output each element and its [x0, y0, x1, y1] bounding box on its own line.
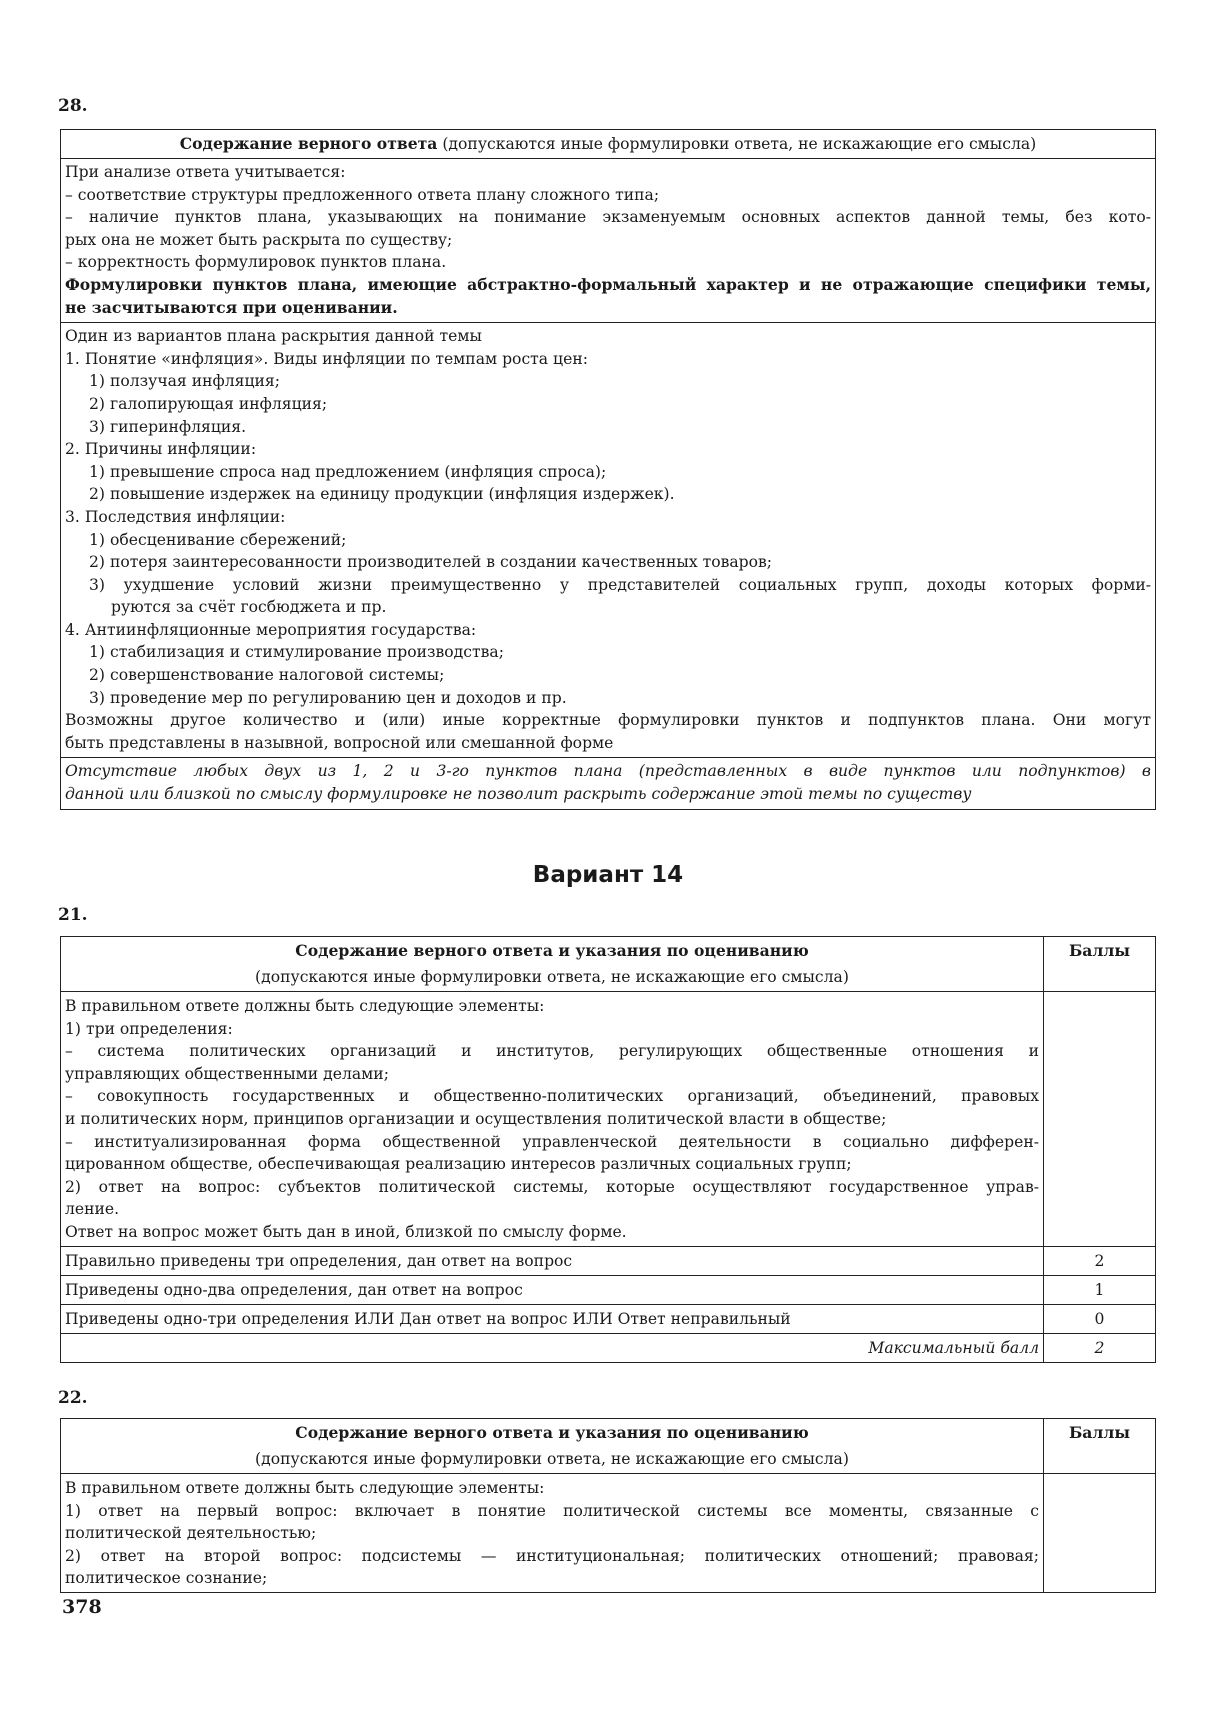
- content-line: управляющих общественными делами;: [65, 1064, 389, 1083]
- score-row-value: 1: [1044, 1275, 1156, 1304]
- plan-subitem: 3) гиперинфляция.: [89, 417, 247, 436]
- plan-item-title: 4. Антиинфляционные мероприятия государства:: [65, 620, 477, 639]
- content-header: [61, 937, 1044, 992]
- plan-item-title: 3. Последствия инфляции:: [65, 507, 286, 526]
- note-line: данной или близкой по смыслу формулировке не позволит раскрыть содержание этой темы по существу: [65, 785, 972, 804]
- note-section: [61, 757, 1155, 808]
- content-line: 1) три определения:: [65, 1019, 233, 1038]
- grading-table: [61, 1419, 1155, 1592]
- score-row-value: 2: [1044, 1246, 1156, 1275]
- page-number: 378: [62, 1596, 102, 1618]
- plan-subitem: 2) галопирующая инфляция;: [89, 394, 328, 413]
- plan-subitem: 2) потеря заинтересованности производителей в создании качественных товаров;: [89, 553, 773, 572]
- question-number-21: 21.: [58, 905, 88, 925]
- content-cell: [61, 1474, 1044, 1592]
- score-row-text: Правильно приведены три определения, дан ответ на вопрос: [61, 1246, 1044, 1275]
- header-line-2: (допускаются иные формулировки ответа, не искажающие его смысла): [255, 968, 849, 986]
- score-row-value: 0: [1044, 1304, 1156, 1333]
- content-cell: [61, 992, 1044, 1247]
- content-line: 2) ответ на второй вопрос: подсистемы — институциональная; политических отношений; правовая;: [65, 1546, 1039, 1565]
- content-score-cell: [1044, 1474, 1156, 1592]
- question-number-22: 22.: [58, 1388, 88, 1408]
- criteria-bold-line: Формулировки пунктов плана, имеющие абстрактно-формальный характер и не отражающие специфики темы,: [65, 274, 1151, 294]
- table-header-row: [61, 937, 1155, 992]
- note-line: Отсутствие любых двух из 1, 2 и 3-го пунктов плана (представленных в виде пунктов или подпунктов) в: [65, 762, 1151, 781]
- score-row: [61, 1304, 1155, 1333]
- plan-item-title: 1. Понятие «инфляция». Виды инфляции по темпам роста цен:: [65, 349, 588, 368]
- plan-item-title: 2. Причины инфляции:: [65, 440, 257, 459]
- criteria-line: рых она не может быть раскрыта по существу;: [65, 230, 453, 249]
- variant-heading: Вариант 14: [532, 862, 684, 888]
- content-line: В правильном ответе должны быть следующие элементы:: [65, 1479, 545, 1497]
- content-line: 1) ответ на первый вопрос: включает в понятие политической системы все моменты, связанные с: [65, 1501, 1039, 1520]
- plan-subitem: 3) проведение мер по регулированию цен и доходов и пр.: [89, 688, 567, 707]
- max-score-value: 2: [1044, 1333, 1156, 1362]
- plan-subitem: 3) ухудшение условий жизни преимущественно у представителей социальных групп, доходы которых форми-: [89, 575, 1151, 594]
- criteria-line: – наличие пунктов плана, указывающих на понимание экзаменуемым основных аспектов данной темы, без кото-: [65, 208, 1151, 227]
- header-line-1: Содержание верного ответа и указания по оцениванию: [295, 1423, 809, 1442]
- content-line: Ответ на вопрос может быть дан в иной, близкой по смыслу форме.: [65, 1222, 627, 1241]
- score-row-text: Приведены одно-два определения, дан ответ на вопрос: [61, 1275, 1044, 1304]
- answer-table-22: [60, 1418, 1156, 1593]
- plan-subitem: 1) ползучая инфляция;: [89, 372, 280, 391]
- table-header: [61, 130, 1155, 158]
- criteria-line: – корректность формулировок пунктов плана.: [65, 253, 447, 272]
- answer-table-28: [60, 129, 1156, 810]
- max-score-row: [61, 1333, 1155, 1362]
- closing-line: быть представлены в назывной, вопросной или смешанной форме: [65, 733, 614, 752]
- header-bold: Содержание верного ответа: [179, 134, 438, 153]
- criteria-bold-line: не засчитываются при оценивании.: [65, 297, 398, 317]
- content-line: политическое сознание;: [65, 1569, 268, 1588]
- grading-table: [61, 937, 1155, 1362]
- header-line-1: Содержание верного ответа и указания по оцениванию: [295, 941, 809, 960]
- answer-table-21: [60, 936, 1156, 1363]
- plan-subitem: 1) превышение спроса над предложением (инфляция спроса);: [89, 462, 607, 481]
- content-line: – система политических организаций и институтов, регулирующих общественные отношения и: [65, 1042, 1039, 1061]
- criteria-section: [61, 158, 1155, 322]
- content-row: [61, 1474, 1155, 1592]
- plan-subitem: 1) стабилизация и стимулирование производства;: [89, 643, 504, 662]
- content-score-cell: [1044, 992, 1156, 1247]
- score-header: Баллы: [1044, 1419, 1156, 1474]
- content-line: политической деятельностью;: [65, 1524, 317, 1543]
- plan-subitem: 1) обесценивание сбережений;: [89, 530, 347, 549]
- score-row: [61, 1275, 1155, 1304]
- table-header-row: [61, 1419, 1155, 1474]
- criteria-line: – соответствие структуры предложенного ответа плану сложного типа;: [65, 185, 660, 204]
- plan-intro: Один из вариантов плана раскрытия данной темы: [65, 327, 482, 346]
- content-line: ление.: [65, 1200, 120, 1219]
- content-line: В правильном ответе должны быть следующие элементы:: [65, 997, 545, 1015]
- plan-subitem: 2) повышение издержек на единицу продукции (инфляция издержек).: [89, 485, 675, 504]
- question-number-28: 28.: [58, 96, 88, 116]
- plan-subitem: 2) совершенствование налоговой системы;: [89, 666, 445, 685]
- content-header: [61, 1419, 1044, 1474]
- content-line: – совокупность государственных и общественно-политических организаций, объединений, правовых: [65, 1087, 1039, 1106]
- content-row: [61, 992, 1155, 1247]
- score-header: Баллы: [1044, 937, 1156, 992]
- closing-line: Возможны другое количество и (или) иные корректные формулировки пунктов и подпунктов плана. Они могут: [65, 711, 1151, 730]
- score-row-text: Приведены одно-три определения ИЛИ Дан ответ на вопрос ИЛИ Ответ неправильный: [61, 1304, 1044, 1333]
- max-score-label: Максимальный балл: [61, 1333, 1044, 1362]
- score-row: [61, 1246, 1155, 1275]
- header-normal: (допускаются иные формулировки ответа, не искажающие его смысла): [437, 135, 1037, 153]
- plan-section: [61, 322, 1155, 757]
- content-line: цированном обществе, обеспечивающая реализацию интересов различных социальных групп;: [65, 1155, 852, 1174]
- header-line-2: (допускаются иные формулировки ответа, не искажающие его смысла): [255, 1450, 849, 1468]
- content-line: и политических норм, принципов организации и осуществления политической власти в обществе;: [65, 1109, 887, 1128]
- content-line: 2) ответ на вопрос: субъектов политической системы, которые осуществляют государственное управ-: [65, 1177, 1039, 1196]
- criteria-line: При анализе ответа учитывается:: [65, 163, 346, 181]
- plan-subitem-continuation: руются за счёт госбюджета и пр.: [111, 598, 387, 617]
- content-line: – институализированная форма общественной управленческой деятельности в социально дифферен-: [65, 1132, 1039, 1151]
